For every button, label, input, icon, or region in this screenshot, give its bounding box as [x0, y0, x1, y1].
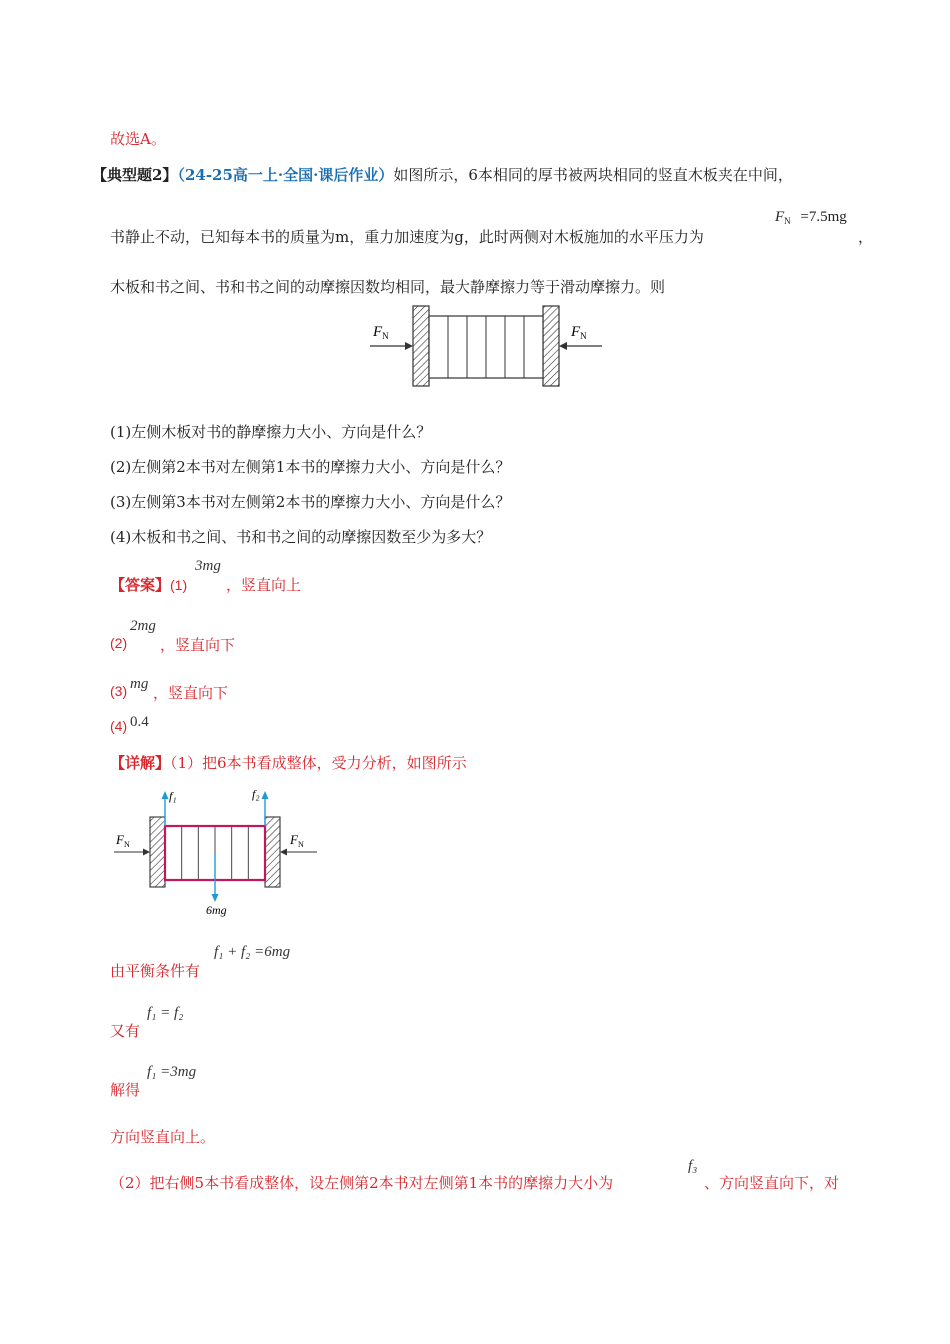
answer-2-math: 2mg: [130, 618, 156, 634]
right-board: [543, 306, 559, 386]
fn-right-label: $F_N$: [571, 324, 587, 341]
arrow-left-icon: [280, 849, 287, 856]
force-equation: $F_N =7.5mg$: [775, 209, 847, 226]
problem-text-1: 如图所示，6本相同的厚书被两块相同的竖直木板夹在中间，: [393, 166, 793, 184]
answer-3-math: mg: [130, 676, 149, 692]
question-4: (4)木板和书之间、书和书之间的动摩擦因数至少为多大？: [110, 528, 492, 546]
answer-2-direction: ，竖直向下: [160, 636, 236, 654]
fn-right-label: $F_N$: [290, 832, 304, 849]
fn-left-label: $F_N$: [373, 324, 389, 341]
answer-4-num: (4): [110, 718, 128, 734]
question-3: (3)左侧第3本书对左侧第2本书的摩擦力大小、方向是什么？: [110, 493, 511, 511]
question-2: (2)左侧第2本书对左侧第1本书的摩擦力大小、方向是什么？: [110, 458, 511, 476]
answer-3-num: (3): [110, 683, 128, 699]
arrow-up-icon: [262, 791, 269, 799]
answer-4-math: 0.4: [130, 714, 149, 730]
right-board: [265, 817, 280, 887]
f3-symbol: f₃: [688, 1158, 698, 1174]
eq3-label: 解得: [110, 1081, 141, 1099]
eq3: f₁ =3mg: [147, 1064, 197, 1080]
eq1-label: 由平衡条件有: [110, 962, 201, 980]
eq2-label: 又有: [110, 1022, 141, 1040]
conclusion-text: 故选A。: [110, 130, 166, 148]
left-board: [413, 306, 429, 386]
figure-force-diagram: [110, 783, 325, 919]
detail-intro: 【详解】（1）把6本书看成整体，受力分析，如图所示: [110, 754, 467, 772]
answer-1-direction: ，竖直向上: [226, 576, 302, 594]
detail-part-2: （2）把右侧5本书看成整体，设左侧第2本书对左侧第1本书的摩擦力大小为: [110, 1174, 614, 1192]
left-board: [150, 817, 165, 887]
problem-tag: 【典型题2】: [92, 166, 178, 184]
arrow-down-icon: [212, 894, 219, 902]
figure-books-clamped: [365, 302, 610, 394]
problem-line-2: 书静止不动，已知每本书的质量为m，重力加速度为g，此时两侧对木板施加的水平压力为: [110, 228, 704, 246]
eq2: f₁ = f₂: [147, 1005, 184, 1021]
answer-1: 【答案】(1): [110, 576, 188, 594]
problem-line-2-end: ，: [858, 228, 874, 246]
problem-line-3: 木板和书之间、书和书之间的动摩擦因数均相同，最大静摩擦力等于滑动摩擦力。则: [110, 278, 666, 296]
weight-label: 6mg: [206, 903, 227, 917]
problem-source: （24-25高一上·全国·课后作业）: [177, 166, 394, 184]
f2-label: f₂: [252, 787, 260, 801]
answer-2-num: (2): [110, 635, 128, 651]
arrow-left-icon: [559, 342, 567, 350]
eq1: f₁ + f₂ =6mg: [214, 944, 291, 960]
fn-left-label: $F_N$: [116, 832, 130, 849]
problem-line-1: [92, 164, 793, 185]
eq3-direction: 方向竖直向上。: [110, 1128, 216, 1146]
f1-label: f₁: [169, 789, 177, 803]
question-1: (1)左侧木板对书的静摩擦力大小、方向是什么？: [110, 423, 432, 441]
arrow-right-icon: [143, 849, 150, 856]
answer-1-math: 3mg: [195, 558, 221, 574]
arrow-right-icon: [405, 342, 413, 350]
detail-part-2-end: 、方向竖直向下，对: [704, 1174, 840, 1192]
answer-3-direction: ，竖直向下: [153, 684, 229, 702]
arrow-up-icon: [162, 791, 169, 799]
